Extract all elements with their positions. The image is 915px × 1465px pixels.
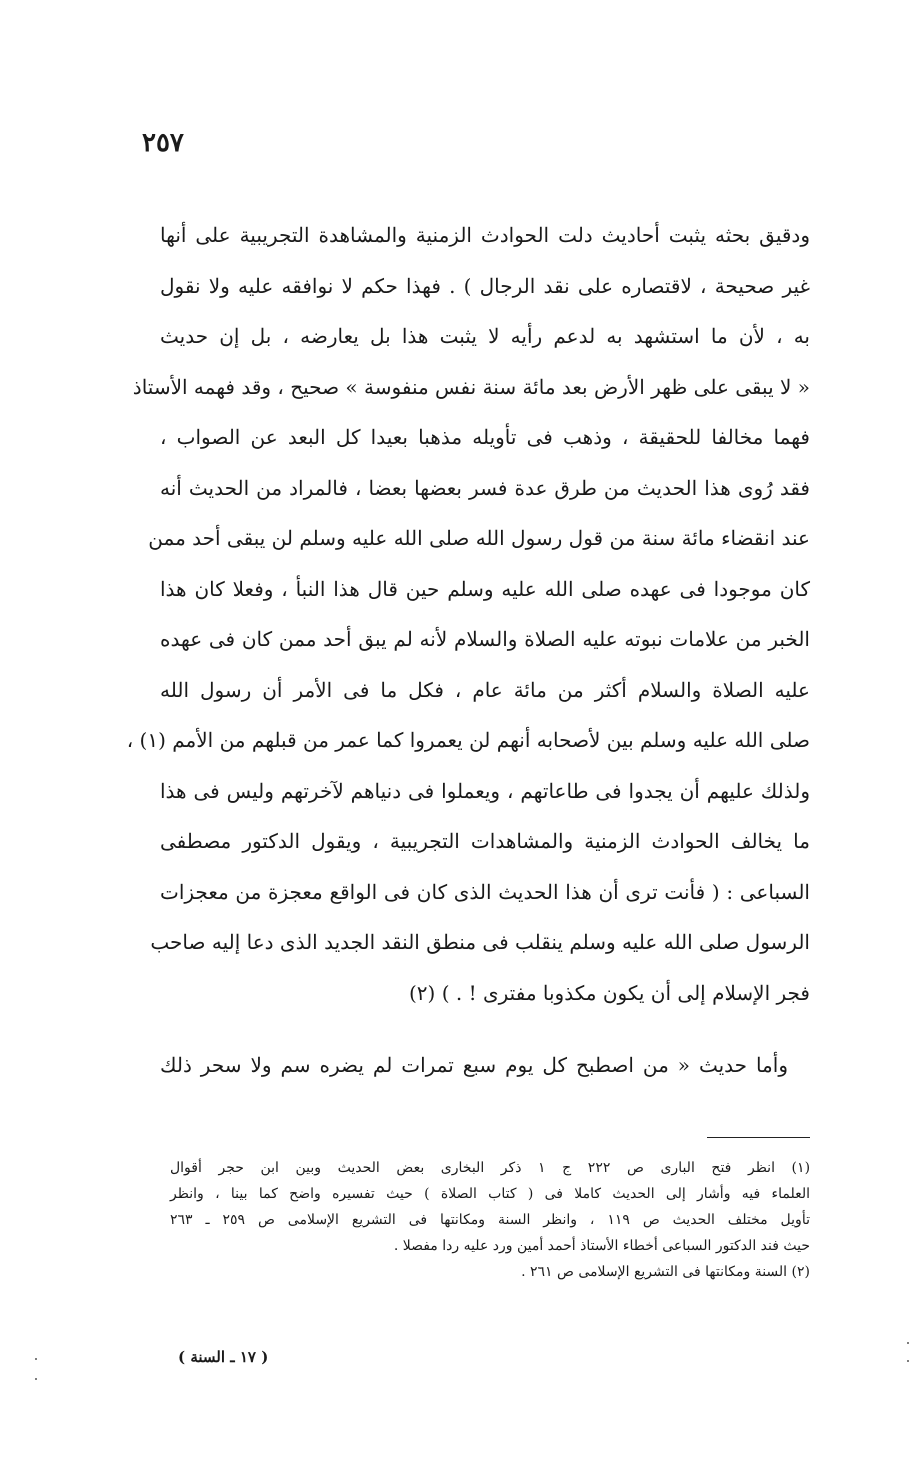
main-text: [126, 210, 810, 1091]
text-line: فجر الإسلام إلى أن يكون مكذوبا مفترى ! . ) (٢): [408, 980, 810, 1005]
text-line: « لا يبقى على ظهر الأرض بعد مائة سنة نفس منفوسة » صحيح ، وقد فهمه الأستاذ: [132, 374, 810, 399]
text-line: السباعى : ( فأنت ترى أن هذا الحديث الذى كان فى الواقع معجزة من معجزات: [160, 879, 810, 904]
text-line: ولذلك عليهم أن يجدوا فى طاعاتهم ، ويعملوا فى دنياهم لآخرتهم وليس فى هذا: [160, 778, 810, 803]
footnote-line: (٢) السنة ومكانتها فى التشريع الإسلامى ص ٢٦١ .: [521, 1264, 810, 1280]
footnote-line: تأويل مختلف الحديث ص ١١٩ ، وانظر السنة ومكانتها فى التشريع الإسلامى ص ٢٥٩ ـ ٢٦٣: [170, 1212, 810, 1228]
footnote-divider: [707, 1137, 810, 1138]
scan-speck: [35, 1378, 37, 1380]
text-line: فهما مخالفا للحقيقة ، وذهب فى تأويله مذهبا بعيدا كل البعد عن الصواب ،: [160, 425, 810, 449]
text-line: ودقيق بحثه يثبت أحاديث دلت الحوادث الزمنية والمشاهدة التجريبية على أنها: [160, 223, 810, 247]
paragraph-gap: [160, 1018, 810, 1040]
text-line: عليه الصلاة والسلام أكثر من مائة عام ، فكل ما فى الأمر أن رسول الله: [160, 677, 810, 702]
scan-speck: [907, 1342, 909, 1344]
text-line: كان موجودا فى عهده صلى الله عليه وسلم حين قال هذا النبأ ، وفعلا كان هذا: [160, 576, 810, 601]
text-line: فقد رُوى هذا الحديث من طرق عدة فسر بعضها بعضا ، فالمراد من الحديث أنه: [160, 475, 810, 500]
second-paragraph-line: وأما حديث « من اصطبح كل يوم سبع تمرات لم يضره سم ولا سحر ذلك: [160, 1053, 788, 1077]
text-line: الخبر من علامات نبوته عليه الصلاة والسلام لأنه لم يبق أحد ممن كان فى عهده: [160, 627, 810, 651]
text-line: ما يخالف الحوادث الزمنية والمشاهدات التجريبية ، ويقول الدكتور مصطفى: [160, 829, 810, 853]
signature-mark: ( ١٧ ـ السنة ): [178, 1348, 269, 1366]
footnote-line: حيث فند الدكتور السباعى أخطاء الأستاذ أحمد أمين ورد عليه ردا مفصلا .: [393, 1238, 810, 1254]
scan-speck: [907, 1360, 909, 1362]
footnotes: [170, 1155, 810, 1285]
text-line: عند انقضاء مائة سنة من قول رسول الله صلى الله عليه وسلم لن يبقى أحد ممن: [148, 526, 810, 550]
page-number: ٢٥٧: [142, 128, 184, 158]
scan-speck: [35, 1358, 37, 1360]
text-line: الرسول صلى الله عليه وسلم ينقلب فى منطق النقد الجديد الذى دعا إليه صاحب: [150, 930, 810, 954]
footnote-line: (١) انظر فتح البارى ص ٢٢٢ ج ١ ذكر البخارى بعض الحديث وبين ابن حجر أقوال: [170, 1160, 811, 1176]
text-line: غير صحيحة ، لاقتصاره على نقد الرجال ) . فهذا حكم لا نوافقه عليه ولا نقول: [160, 273, 810, 298]
footnote-line: العلماء فيه وأشار إلى الحديث كاملا فى ( كتاب الصلاة ) حيث تفسيره واضح كما بينا ، وانظر: [170, 1186, 810, 1202]
text-line: صلى الله عليه وسلم بين لأصحابه أنهم لن يعمروا كما عمر من قبلهم من الأمم (١) ،: [126, 728, 810, 752]
text-line: به ، لأن ما استشهد به لدعم رأيه لا يثبت هذا بل يعارضه ، بل إن حديث: [160, 324, 810, 348]
